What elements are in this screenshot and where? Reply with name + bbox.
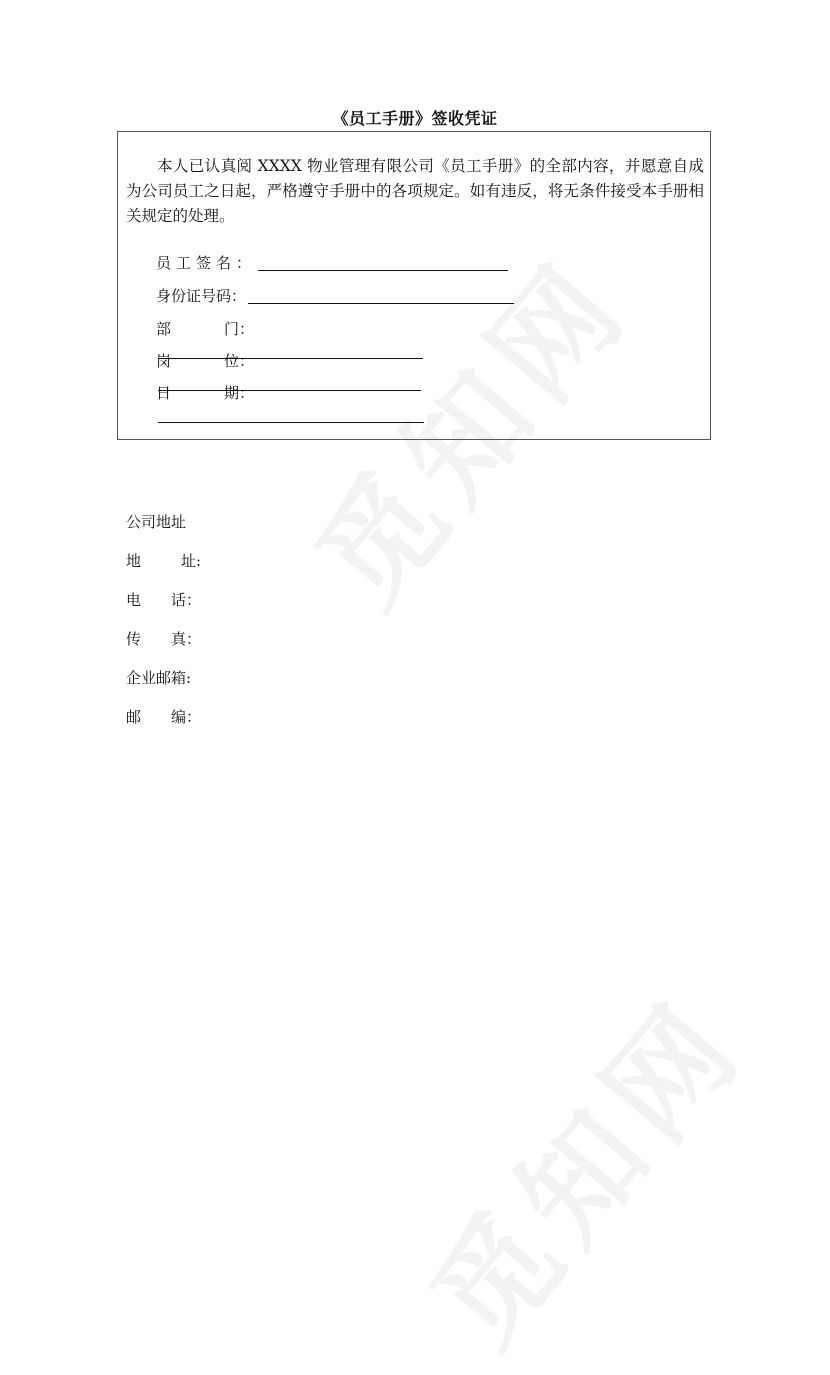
statement-paragraph: 本人已认真阅 XXXX 物业管理有限公司《员工手册》的全部内容，并愿意自成为公司员工之日起，严格遵守手册中的各项规定。如有违反，将无条件接受本手册相关规定的处理。 bbox=[126, 157, 704, 225]
postcode-row bbox=[126, 706, 201, 728]
watermark bbox=[386, 957, 776, 1375]
position-field bbox=[156, 350, 421, 372]
id-number-field bbox=[156, 285, 514, 307]
id-number-input-line[interactable] bbox=[248, 289, 514, 304]
email-label: 企业邮箱: bbox=[126, 669, 192, 687]
address-heading: 公司地址 bbox=[126, 513, 187, 531]
id-number-label: 身份证号码： bbox=[156, 287, 247, 305]
receipt-box bbox=[117, 131, 711, 440]
address-label: 地 址: bbox=[126, 552, 201, 570]
date-field bbox=[156, 382, 424, 404]
address-row bbox=[126, 550, 201, 572]
postcode-label: 邮 编： bbox=[126, 708, 201, 726]
date-input-line[interactable] bbox=[158, 408, 424, 423]
email-row bbox=[126, 667, 201, 689]
fax-label: 传 真： bbox=[126, 630, 201, 648]
phone-row bbox=[126, 589, 201, 611]
signature-input-line[interactable] bbox=[258, 256, 508, 271]
signature-label: 员工签名： bbox=[156, 254, 257, 272]
signature-field bbox=[156, 252, 508, 274]
department-label: 部 门： bbox=[156, 320, 254, 338]
document-title: 《员工手册》签收凭证 bbox=[332, 109, 498, 128]
fax-row bbox=[126, 628, 201, 650]
department-field bbox=[156, 318, 423, 340]
position-label: 岗 位： bbox=[156, 352, 254, 370]
date-label: 日 期： bbox=[156, 384, 254, 402]
phone-label: 电 话： bbox=[126, 591, 201, 609]
